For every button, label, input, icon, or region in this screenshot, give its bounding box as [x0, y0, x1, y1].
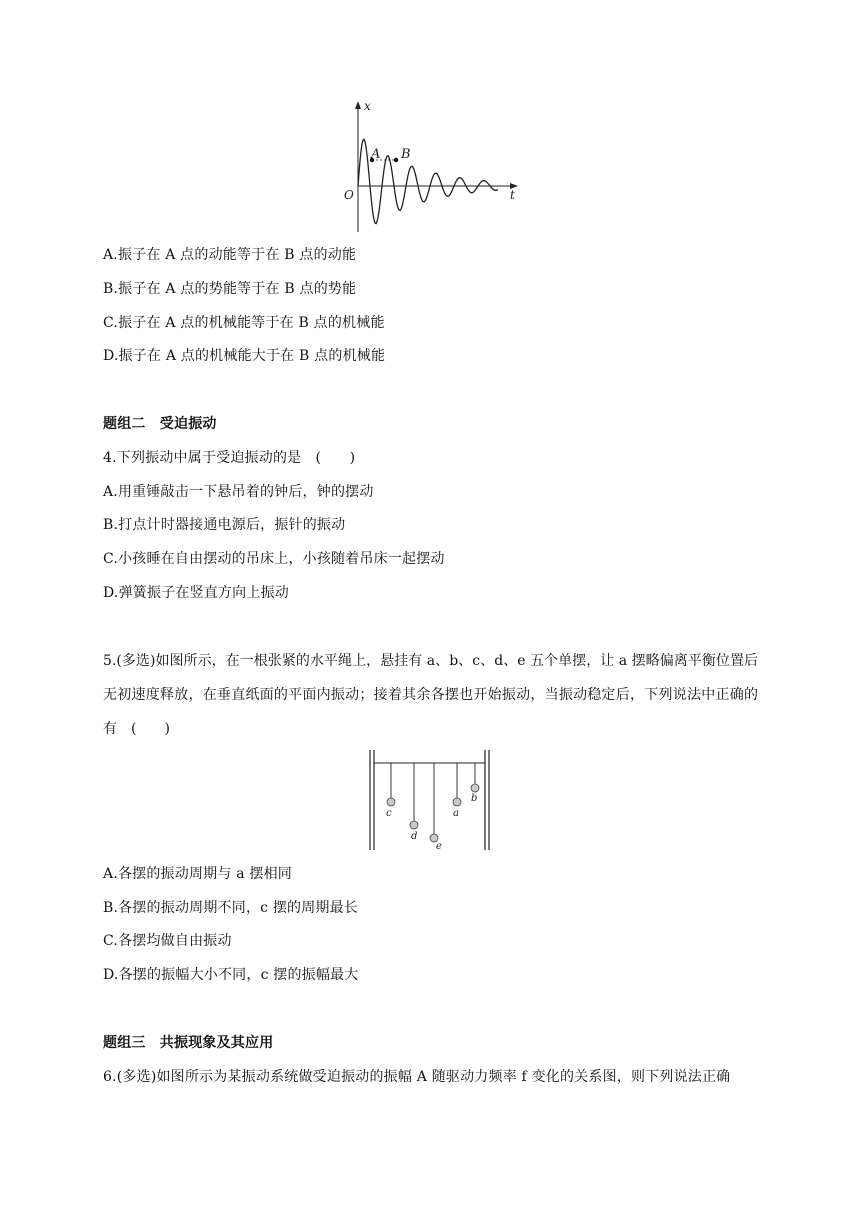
- damped-oscillation-figure: [338, 98, 528, 236]
- bob-c: [387, 798, 395, 806]
- q4-option-c: C.小孩睡在自由摆动的吊床上，小孩随着吊床一起摆动: [103, 551, 445, 567]
- q4-stem: 4.下列振动中属于受迫振动的是 ( ): [103, 450, 356, 466]
- q4-option-b: B.打点计时器接通电源后，振针的振动: [103, 517, 346, 533]
- label-x: x: [364, 99, 371, 113]
- label-a-pendulum: a: [453, 808, 459, 819]
- label-t: t: [510, 188, 515, 202]
- pendulums-figure: [368, 748, 492, 854]
- label-d: d: [411, 831, 418, 842]
- bob-b: [471, 784, 479, 792]
- q3-option-d: D.振子在 A 点的机械能大于在 B 点的机械能: [103, 348, 386, 364]
- q6-stem: 6.(多选)如图所示为某振动系统做受迫振动的振幅 A 随驱动力频率 f 变化的关系图，则下列说法正确: [103, 1069, 731, 1085]
- q3-option-b: B.振子在 A 点的势能等于在 B 点的势能: [103, 281, 357, 297]
- label-b: B: [401, 147, 411, 162]
- bob-a: [453, 798, 461, 806]
- q5-option-d: D.各摆的振幅大小不同，c 摆的振幅最大: [103, 967, 359, 983]
- label-a: A: [371, 147, 381, 162]
- q5-option-c: C.各摆均做自由振动: [103, 933, 232, 949]
- point-b: [394, 158, 398, 162]
- group3-heading: 题组三 共振现象及其应用: [103, 1035, 274, 1051]
- q4-option-d: D.弹簧振子在竖直方向上振动: [103, 585, 289, 601]
- q5-option-b: B.各摆的振动周期不同，c 摆的周期最长: [103, 900, 359, 916]
- q5-stem: 5.(多选)如图所示，在一根张紧的水平绳上，悬挂有 a、b、c、d、e 五个单摆，让 a 摆略偏离平衡位置后无初速度释放，在垂直纸面的平面内振动；接着其余各摆也开始振动，当振动稳定后，下列说法中正确的有 ( ): [103, 653, 758, 737]
- group2-heading: 题组二 受迫振动: [103, 416, 217, 432]
- label-e: e: [436, 841, 442, 852]
- label-c: c: [386, 808, 392, 819]
- q3-option-a: A.振子在 A 点的动能等于在 B 点的动能: [103, 247, 357, 263]
- label-origin: O: [344, 188, 354, 202]
- bob-d: [410, 821, 418, 829]
- q5-option-a: A.各摆的振动周期与 a 摆相同: [103, 866, 293, 882]
- q3-option-c: C.振子在 A 点的机械能等于在 B 点的机械能: [103, 315, 385, 331]
- q4-option-a: A.用重锤敲击一下悬吊着的钟后，钟的摆动: [103, 484, 374, 500]
- label-b-pendulum: b: [471, 793, 478, 804]
- x-axis-arrow: [355, 101, 361, 109]
